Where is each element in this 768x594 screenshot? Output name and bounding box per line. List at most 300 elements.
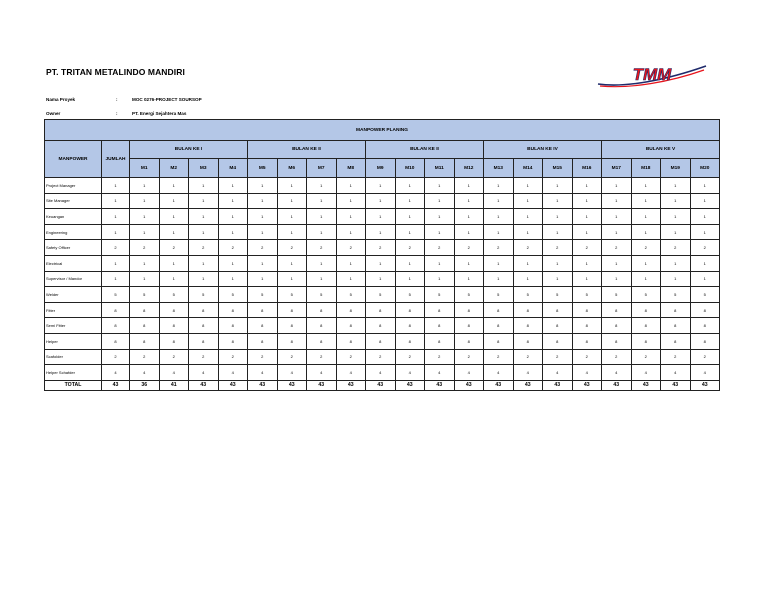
value-cell: 8 (218, 302, 248, 318)
value-cell: 2 (454, 349, 484, 365)
value-cell: 8 (366, 302, 396, 318)
value-cell: 8 (218, 318, 248, 334)
value-cell: 2 (425, 240, 455, 256)
month-header: M4 (218, 159, 248, 178)
value-cell: 1 (690, 224, 720, 240)
value-cell: 5 (661, 287, 691, 303)
col-header-jumlah: JUMLAH (102, 141, 130, 178)
value-cell: 1 (218, 255, 248, 271)
value-cell: 1 (336, 271, 366, 287)
meta-owner-sep: : (116, 111, 118, 116)
value-cell: 8 (484, 318, 514, 334)
jumlah-cell: 8 (102, 318, 130, 334)
value-cell: 2 (690, 349, 720, 365)
table-row (45, 333, 720, 349)
value-cell: 4 (454, 365, 484, 381)
value-cell: 5 (425, 287, 455, 303)
value-cell: 5 (602, 287, 632, 303)
value-cell: 4 (159, 365, 189, 381)
value-cell: 1 (602, 224, 632, 240)
value-cell: 2 (425, 349, 455, 365)
value-cell: 1 (484, 178, 514, 194)
value-cell: 1 (366, 193, 396, 209)
month-header: M9 (366, 159, 396, 178)
value-cell: 1 (366, 255, 396, 271)
table-row (45, 349, 720, 365)
value-cell: 1 (690, 193, 720, 209)
value-cell: 1 (395, 178, 425, 194)
value-cell: 1 (454, 271, 484, 287)
value-cell: 2 (690, 240, 720, 256)
value-cell: 2 (218, 349, 248, 365)
value-cell: 1 (130, 209, 160, 225)
value-cell: 8 (661, 302, 691, 318)
value-cell: 1 (248, 178, 278, 194)
value-cell: 8 (631, 302, 661, 318)
value-cell: 1 (631, 193, 661, 209)
value-cell: 1 (307, 224, 337, 240)
col-header-manpower: MANPOWER (45, 141, 102, 178)
role-cell: Helper (45, 333, 102, 349)
value-cell: 1 (690, 209, 720, 225)
value-cell: 8 (690, 302, 720, 318)
total-cell: 43 (425, 380, 455, 390)
value-cell: 1 (159, 209, 189, 225)
value-cell: 1 (336, 209, 366, 225)
value-cell: 8 (130, 302, 160, 318)
value-cell: 8 (189, 333, 219, 349)
value-cell: 2 (336, 349, 366, 365)
value-cell: 8 (572, 333, 602, 349)
value-cell: 5 (513, 287, 543, 303)
month-header: M10 (395, 159, 425, 178)
value-cell: 8 (189, 318, 219, 334)
role-cell: Semi Fitter (45, 318, 102, 334)
value-cell: 2 (513, 240, 543, 256)
value-cell: 2 (572, 240, 602, 256)
value-cell: 1 (189, 178, 219, 194)
value-cell: 1 (366, 224, 396, 240)
value-cell: 1 (189, 209, 219, 225)
value-cell: 8 (690, 333, 720, 349)
value-cell: 8 (513, 333, 543, 349)
company-name: PT. TRITAN METALINDO MANDIRI (46, 67, 185, 77)
meta-project-sep: : (116, 97, 118, 102)
jumlah-cell: 1 (102, 209, 130, 225)
value-cell: 2 (602, 349, 632, 365)
value-cell: 4 (395, 365, 425, 381)
total-label: TOTAL (45, 380, 102, 390)
month-header: M11 (425, 159, 455, 178)
value-cell: 5 (543, 287, 573, 303)
value-cell: 8 (543, 318, 573, 334)
value-cell: 8 (395, 333, 425, 349)
value-cell: 1 (218, 271, 248, 287)
value-cell: 8 (484, 302, 514, 318)
value-cell: 2 (307, 240, 337, 256)
value-cell: 2 (366, 349, 396, 365)
value-cell: 1 (454, 193, 484, 209)
table-row (45, 193, 720, 209)
value-cell: 8 (425, 333, 455, 349)
value-cell: 1 (602, 178, 632, 194)
value-cell: 1 (248, 193, 278, 209)
company-logo (596, 62, 708, 90)
jumlah-cell: 8 (102, 302, 130, 318)
total-cell: 43 (513, 380, 543, 390)
total-cell: 43 (602, 380, 632, 390)
value-cell: 2 (543, 349, 573, 365)
month-header: M6 (277, 159, 307, 178)
value-cell: 5 (130, 287, 160, 303)
value-cell: 2 (572, 349, 602, 365)
value-cell: 1 (572, 271, 602, 287)
value-cell: 1 (513, 209, 543, 225)
meta-project-label: Nama Proyek (46, 97, 76, 102)
value-cell: 2 (661, 349, 691, 365)
value-cell: 8 (248, 302, 278, 318)
total-cell: 43 (336, 380, 366, 390)
value-cell: 2 (248, 240, 278, 256)
value-cell: 5 (631, 287, 661, 303)
value-cell: 8 (307, 302, 337, 318)
value-cell: 1 (661, 178, 691, 194)
value-cell: 2 (395, 349, 425, 365)
value-cell: 1 (395, 193, 425, 209)
value-cell: 2 (307, 349, 337, 365)
value-cell: 5 (484, 287, 514, 303)
value-cell: 2 (484, 240, 514, 256)
value-cell: 4 (189, 365, 219, 381)
table-row (45, 302, 720, 318)
value-cell: 1 (130, 178, 160, 194)
month-header: M12 (454, 159, 484, 178)
total-cell: 43 (248, 380, 278, 390)
value-cell: 8 (130, 318, 160, 334)
value-cell: 1 (631, 178, 661, 194)
value-cell: 5 (218, 287, 248, 303)
jumlah-cell: 1 (102, 193, 130, 209)
value-cell: 5 (336, 287, 366, 303)
value-cell: 8 (513, 302, 543, 318)
group-header: BULAN KE II (248, 141, 366, 159)
jumlah-cell: 1 (102, 271, 130, 287)
jumlah-cell: 8 (102, 333, 130, 349)
value-cell: 2 (277, 240, 307, 256)
value-cell: 4 (690, 365, 720, 381)
value-cell: 1 (543, 271, 573, 287)
value-cell: 4 (336, 365, 366, 381)
value-cell: 4 (130, 365, 160, 381)
value-cell: 2 (631, 240, 661, 256)
month-header: M15 (543, 159, 573, 178)
value-cell: 5 (307, 287, 337, 303)
value-cell: 1 (602, 209, 632, 225)
value-cell: 2 (189, 240, 219, 256)
value-cell: 8 (336, 318, 366, 334)
total-cell: 43 (218, 380, 248, 390)
value-cell: 8 (307, 333, 337, 349)
value-cell: 1 (661, 209, 691, 225)
jumlah-cell: 2 (102, 349, 130, 365)
value-cell: 8 (248, 318, 278, 334)
value-cell: 8 (543, 302, 573, 318)
value-cell: 4 (513, 365, 543, 381)
jumlah-cell: 4 (102, 365, 130, 381)
value-cell: 5 (366, 287, 396, 303)
value-cell: 1 (661, 255, 691, 271)
value-cell: 1 (218, 193, 248, 209)
value-cell: 1 (130, 224, 160, 240)
meta-owner-value: PT. Energi Sejahtera Mas (132, 111, 187, 116)
logo-text: TMM (632, 65, 672, 84)
value-cell: 1 (631, 255, 661, 271)
month-header: M20 (690, 159, 720, 178)
value-cell: 8 (602, 302, 632, 318)
table-row (45, 318, 720, 334)
value-cell: 1 (336, 255, 366, 271)
value-cell: 4 (484, 365, 514, 381)
value-cell: 8 (631, 318, 661, 334)
value-cell: 1 (513, 178, 543, 194)
value-cell: 2 (366, 240, 396, 256)
value-cell: 2 (395, 240, 425, 256)
total-cell: 43 (102, 380, 130, 390)
value-cell: 4 (218, 365, 248, 381)
value-cell: 1 (366, 178, 396, 194)
role-cell: Helper Schafder (45, 365, 102, 381)
jumlah-cell: 1 (102, 224, 130, 240)
value-cell: 8 (189, 302, 219, 318)
value-cell: 1 (454, 209, 484, 225)
value-cell: 8 (248, 333, 278, 349)
value-cell: 2 (218, 240, 248, 256)
value-cell: 1 (661, 193, 691, 209)
month-header: M8 (336, 159, 366, 178)
value-cell: 1 (572, 178, 602, 194)
value-cell: 4 (277, 365, 307, 381)
value-cell: 8 (425, 318, 455, 334)
group-header: BULAN KE I (130, 141, 248, 159)
total-cell: 43 (661, 380, 691, 390)
value-cell: 8 (454, 333, 484, 349)
value-cell: 1 (425, 193, 455, 209)
total-cell: 43 (543, 380, 573, 390)
table-row (45, 224, 720, 240)
value-cell: 1 (690, 255, 720, 271)
value-cell: 1 (218, 209, 248, 225)
value-cell: 8 (336, 333, 366, 349)
value-cell: 1 (425, 209, 455, 225)
value-cell: 5 (454, 287, 484, 303)
value-cell: 8 (513, 318, 543, 334)
value-cell: 1 (454, 255, 484, 271)
value-cell: 2 (159, 240, 189, 256)
value-cell: 4 (661, 365, 691, 381)
total-cell: 43 (395, 380, 425, 390)
value-cell: 1 (218, 178, 248, 194)
value-cell: 1 (248, 209, 278, 225)
jumlah-cell: 2 (102, 240, 130, 256)
value-cell: 1 (543, 209, 573, 225)
value-cell: 8 (661, 333, 691, 349)
value-cell: 8 (454, 302, 484, 318)
value-cell: 8 (661, 318, 691, 334)
value-cell: 2 (661, 240, 691, 256)
value-cell: 1 (307, 209, 337, 225)
value-cell: 4 (543, 365, 573, 381)
value-cell: 2 (189, 349, 219, 365)
value-cell: 1 (307, 178, 337, 194)
value-cell: 2 (130, 349, 160, 365)
value-cell: 4 (572, 365, 602, 381)
value-cell: 8 (602, 333, 632, 349)
value-cell: 1 (189, 193, 219, 209)
value-cell: 1 (307, 271, 337, 287)
value-cell: 4 (248, 365, 278, 381)
value-cell: 8 (395, 302, 425, 318)
value-cell: 1 (159, 178, 189, 194)
value-cell: 1 (395, 271, 425, 287)
table-row (45, 255, 720, 271)
total-row (45, 380, 720, 390)
value-cell: 4 (307, 365, 337, 381)
table-row (45, 287, 720, 303)
value-cell: 1 (395, 224, 425, 240)
total-cell: 43 (454, 380, 484, 390)
value-cell: 1 (218, 224, 248, 240)
total-cell: 43 (572, 380, 602, 390)
role-cell: Supervisor / Mandor (45, 271, 102, 287)
month-header: M1 (130, 159, 160, 178)
value-cell: 5 (189, 287, 219, 303)
value-cell: 1 (277, 224, 307, 240)
total-cell: 43 (484, 380, 514, 390)
group-header: BULAN KE II (366, 141, 484, 159)
role-cell: Project Manager (45, 178, 102, 194)
table-row (45, 209, 720, 225)
total-cell: 43 (277, 380, 307, 390)
table-title: MANPOWER PLANING (45, 120, 720, 141)
value-cell: 8 (366, 318, 396, 334)
value-cell: 2 (336, 240, 366, 256)
value-cell: 5 (248, 287, 278, 303)
role-cell: Scafolder (45, 349, 102, 365)
value-cell: 5 (277, 287, 307, 303)
value-cell: 1 (189, 224, 219, 240)
value-cell: 1 (454, 224, 484, 240)
role-cell: Site Manager (45, 193, 102, 209)
month-header: M3 (189, 159, 219, 178)
value-cell: 1 (513, 193, 543, 209)
value-cell: 1 (572, 193, 602, 209)
value-cell: 1 (307, 255, 337, 271)
month-header: M2 (159, 159, 189, 178)
meta-owner-label: Owner (46, 111, 61, 116)
value-cell: 1 (543, 178, 573, 194)
value-cell: 8 (543, 333, 573, 349)
value-cell: 1 (543, 255, 573, 271)
value-cell: 1 (543, 224, 573, 240)
value-cell: 1 (277, 209, 307, 225)
value-cell: 1 (307, 193, 337, 209)
total-cell: 43 (189, 380, 219, 390)
value-cell: 8 (425, 302, 455, 318)
jumlah-cell: 5 (102, 287, 130, 303)
role-cell: Keuangan (45, 209, 102, 225)
value-cell: 1 (572, 224, 602, 240)
value-cell: 4 (631, 365, 661, 381)
value-cell: 1 (513, 224, 543, 240)
value-cell: 2 (513, 349, 543, 365)
month-header: M18 (631, 159, 661, 178)
value-cell: 1 (277, 271, 307, 287)
value-cell: 1 (572, 209, 602, 225)
value-cell: 1 (513, 255, 543, 271)
value-cell: 1 (425, 255, 455, 271)
value-cell: 1 (248, 271, 278, 287)
value-cell: 8 (277, 302, 307, 318)
value-cell: 1 (661, 271, 691, 287)
month-header: M7 (307, 159, 337, 178)
role-cell: Fitter (45, 302, 102, 318)
value-cell: 2 (454, 240, 484, 256)
table-row (45, 240, 720, 256)
value-cell: 2 (484, 349, 514, 365)
value-cell: 1 (690, 178, 720, 194)
total-cell: 43 (366, 380, 396, 390)
value-cell: 8 (130, 333, 160, 349)
value-cell: 5 (159, 287, 189, 303)
value-cell: 2 (631, 349, 661, 365)
value-cell: 8 (159, 302, 189, 318)
value-cell: 8 (395, 318, 425, 334)
value-cell: 1 (159, 193, 189, 209)
total-cell: 43 (307, 380, 337, 390)
value-cell: 1 (602, 255, 632, 271)
value-cell: 2 (543, 240, 573, 256)
value-cell: 1 (159, 255, 189, 271)
value-cell: 1 (130, 193, 160, 209)
group-header: BULAN KE IV (484, 141, 602, 159)
value-cell: 1 (602, 271, 632, 287)
value-cell: 8 (602, 318, 632, 334)
value-cell: 2 (130, 240, 160, 256)
value-cell: 2 (602, 240, 632, 256)
table-row (45, 178, 720, 194)
value-cell: 8 (572, 302, 602, 318)
month-header: M14 (513, 159, 543, 178)
value-cell: 1 (631, 209, 661, 225)
value-cell: 8 (307, 318, 337, 334)
value-cell: 1 (130, 255, 160, 271)
value-cell: 1 (395, 209, 425, 225)
value-cell: 1 (130, 271, 160, 287)
total-cell: 41 (159, 380, 189, 390)
value-cell: 2 (277, 349, 307, 365)
value-cell: 4 (425, 365, 455, 381)
value-cell: 8 (690, 318, 720, 334)
value-cell: 5 (395, 287, 425, 303)
value-cell: 1 (425, 224, 455, 240)
value-cell: 1 (395, 255, 425, 271)
value-cell: 1 (248, 255, 278, 271)
value-cell: 5 (572, 287, 602, 303)
role-cell: Electrical (45, 255, 102, 271)
value-cell: 1 (336, 224, 366, 240)
role-cell: Safety Officer (45, 240, 102, 256)
value-cell: 1 (277, 178, 307, 194)
